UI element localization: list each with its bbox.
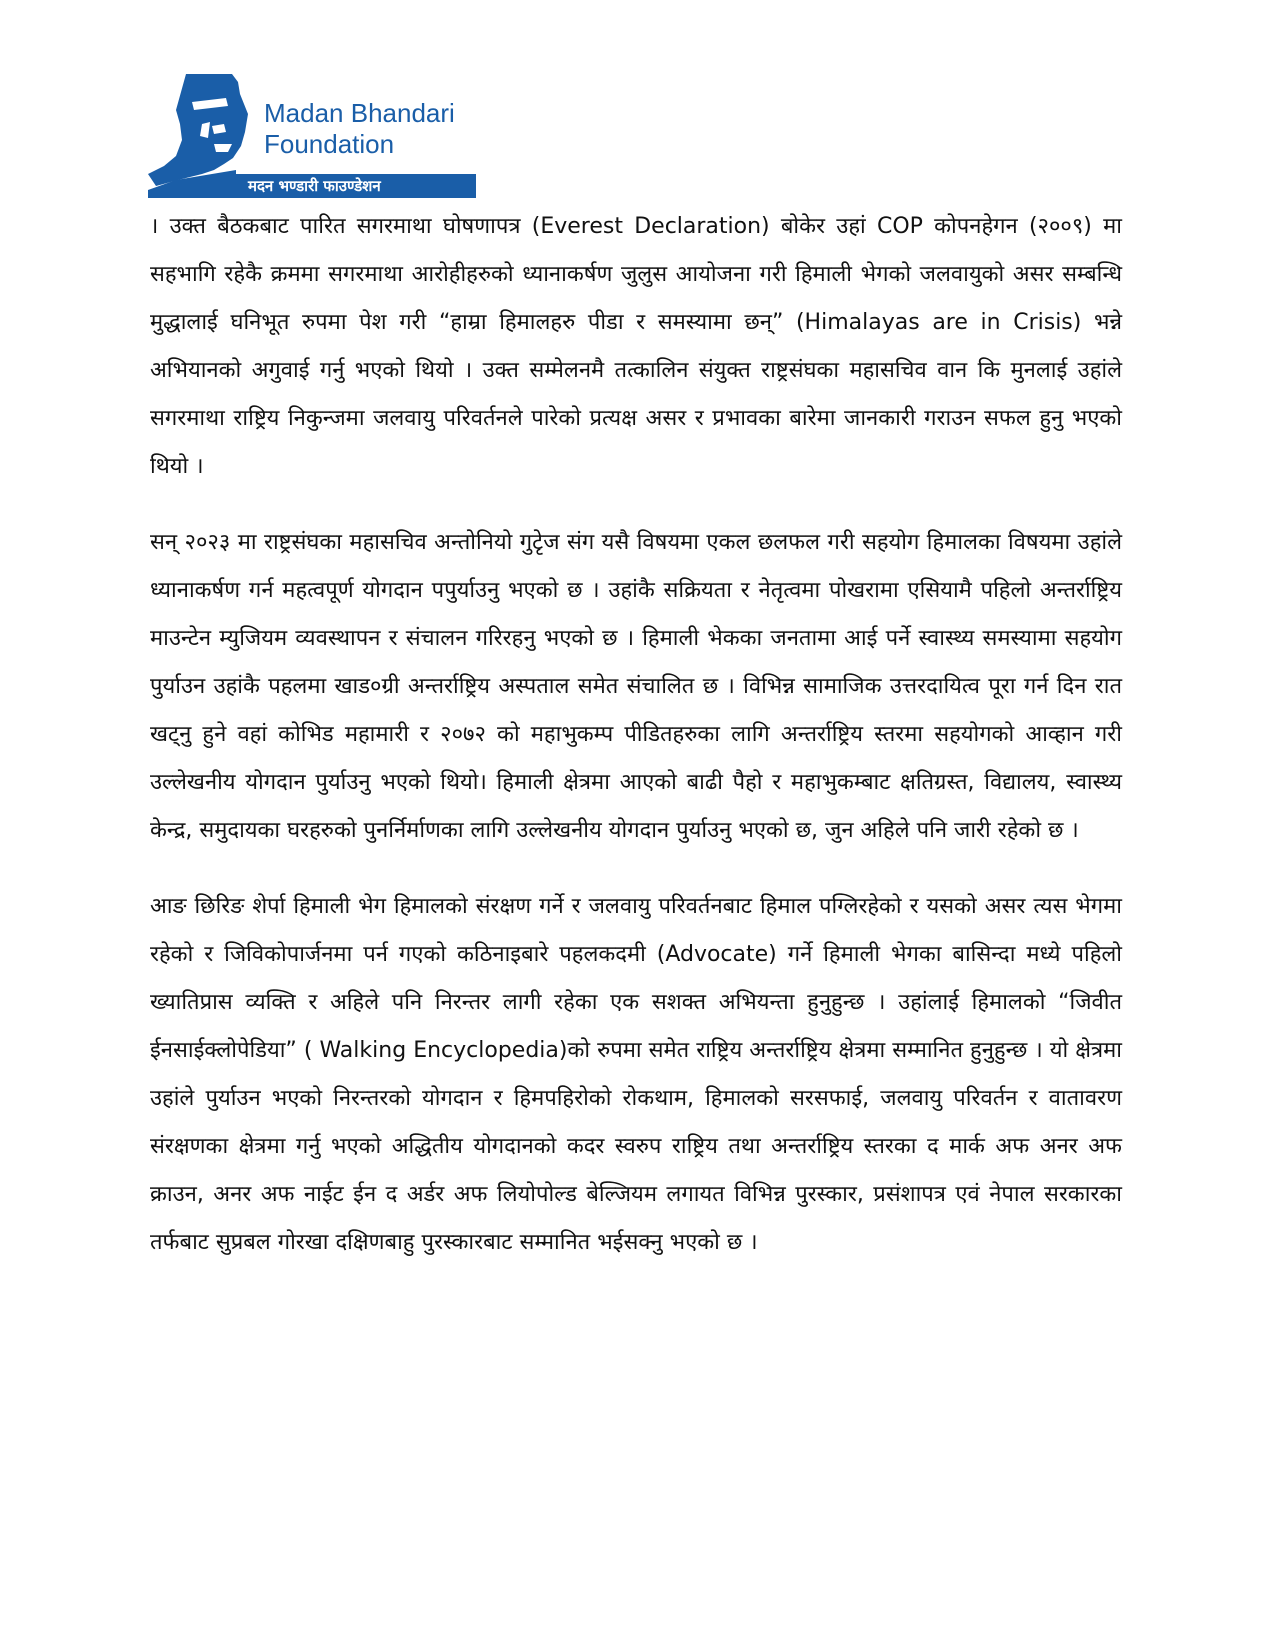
paragraph-ang-tshiring-sherpa: आङ छिरिङ शेर्पा हिमाली भेग हिमालको संरक्षण गर्ने र जलवायु परिवर्तनबाट हिमाल पग्लिरहेको र यसको असर त्यस भेगमा रहेको र जिविकोपार्जनमा पर्न गएको कठिनाइबारे पहलकदमी (Advocate) गर्ने हिमाली भेगका बासिन्दा मध्ये पहिलो ख्यातिप्रास व्यक्ति र अहिले पनि निरन्तर लागी रहेका एक सशक्त अभियन्ता हुनुहुन्छ । उहांलाई हिमालको “जिवीत ईनसाईक्लोपेडिया” ( Walking Encyclopedia)को रुपमा समेत राष्ट्रिय अन्तर्राष्ट्रिय क्षेत्रमा सम्मानित हुनुहुन्छ । यो क्षेत्रमा उहांले पुर्याउन भएको निरन्तरको योगदान र हिमपहिरोको रोकथाम, हिमालको सरसफाई, जलवायु परिवर्तन र वातावरण संरक्षणका क्षेत्रमा गर्नु भएको अद्धितीय योगदानको कदर स्वरुप राष्ट्रिय तथा अन्तर्राष्ट्रिय स्तरका द मार्क अफ अनर अफ क्राउन, अनर अफ नाईट ईन द अर्डर अफ लियोपोल्ड बेल्जियम लगायत विभिन्न पुरस्कार, प्रसंशापत्र एवं नेपाल सरकारका तर्फबाट सुप्रबल गोरखा दक्षिणबाहु पुरस्कारबाट सम्मानित भईसक्नु भएको छ ।: [150, 894, 1122, 1255]
logo-title-line1: Madan Bhandari: [264, 98, 455, 128]
paragraph-everest-declaration: । उक्त बैठकबाट पारित सगरमाथा घोषणापत्र (Everest Declaration) बोकेर उहां COP कोपनहेगन (२००९) मा सहभागि रहेकै क्रममा सगरमाथा आरोहीहरुको ध्यानाकर्षण जुलुस आयोजना गरी हिमाली भेगको जलवायुको असर सम्बन्धि मुद्धालाई घनिभूत रुपमा पेश गरी “हाम्रा हिमालहरु पीडा र समस्यामा छन्” (Himalayas are in Crisis) भन्ने अभियानको अगुवाई गर्नु भएको थियो । उक्त सम्मेलनमै तत्कालिन संयुक्त राष्ट्रसंघका महासचिव वान कि मुनलाई उहांले सगरमाथा राष्ट्रिय निकुन्जमा जलवायु परिवर्तनले पारेको प्रत्यक्ष असर र प्रभावका बारेमा जानकारी गराउन सफल हुनु भएको थियो ।: [150, 214, 1122, 479]
document-body: [150, 203, 1122, 1295]
paragraph-un-and-contributions: सन् २०२३ मा राष्ट्रसंघका महासचिव अन्तोनियो गुटेृज संग यसै विषयमा एकल छलफल गरी सहयोग हिमालका विषयमा उहांले ध्यानाकर्षण गर्न महत्वपूर्ण योगदान पपुर्याउनु भएको छ । उहांकै सक्रियता र नेतृत्वमा पोखरामा एसियामै पहिलो अन्तर्राष्ट्रिय माउन्टेन म्युजियम व्यवस्थापन र संचालन गरिरहनु भएको छ । हिमाली भेकका जनतामा आई पर्ने स्वास्थ्य समस्यामा सहयोग पुर्याउन उहांकै पहलमा खाड०ग्री अन्तर्राष्ट्रिय अस्पताल समेत संचालित छ । विभिन्न सामाजिक उत्तरदायित्व पूरा गर्न दिन रात खट्नु हुने वहां कोभिड महामारी र २०७२ को महाभुकम्प पीडितहरुका लागि अन्तर्राष्ट्रिय स्तरमा सहयोगको आव्हान गरी उल्लेखनीय योगदान पुर्याउनु भएको थियो। हिमाली क्षेत्रमा आएको बाढी पैहो र महाभुकम्बाट क्षतिग्रस्त, विद्यालय, स्वास्थ्य केन्द्र, समुदायका घरहरुको पुनर्निर्माणका लागि उल्लेखनीय योगदान पुर्याउनु भएको छ, जुन अहिले पनि जारी रहेको छ ।: [150, 530, 1122, 843]
foundation-logo: [148, 74, 488, 198]
logo-wordmark: [264, 98, 455, 160]
logo-nepali-band: मदन भण्डारी फाउण्डेशन: [236, 174, 476, 198]
logo-title-line2: Foundation: [264, 129, 395, 159]
